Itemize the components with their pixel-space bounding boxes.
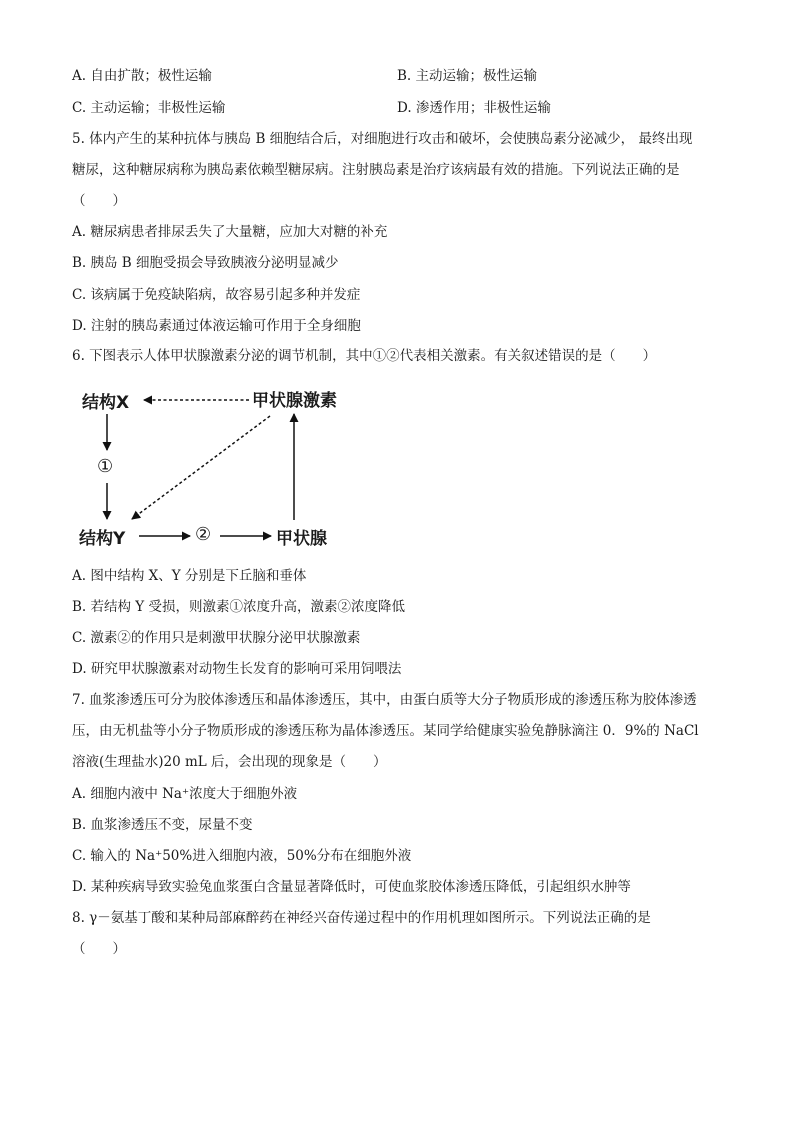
q4-option-c: C. 主动运输；非极性运输: [72, 100, 226, 116]
q5-option-c: C. 该病属于免疫缺陷病，故容易引起多种并发症: [72, 287, 361, 303]
q6-option-c: C. 激素②的作用只是刺激甲状腺分泌甲状腺激素: [72, 630, 361, 646]
q8-stem: 8. γ－氨基丁酸和某种局部麻醉药在神经兴奋传递过程中的作用机理如图所示。下列说法正确的是: [72, 910, 651, 926]
q5-option-a: A. 糖尿病患者排尿丢失了大量糖，应加大对糖的补充: [72, 224, 388, 240]
q7-option-a: A. 细胞内液中 Na⁺浓度大于细胞外液: [72, 786, 298, 802]
hormone-2-label: ②: [195, 524, 212, 545]
structure-x-label: 结构X: [82, 393, 130, 413]
q5-stem-line1: 5. 体内产生的某种抗体与胰岛 B 细胞结合后，对细胞进行攻击和破坏，会使胰岛素分泌减少， 最终出现: [72, 131, 693, 147]
q7-stem-line3: 溶液(生理盐水)20 mL 后，会出现的现象是（ ）: [72, 754, 387, 770]
q6-stem: 6. 下图表示人体甲状腺激素分泌的调节机制，其中①②代表相关激素。有关叙述错误的是（ ）: [72, 348, 657, 364]
q5-option-b: B. 胰岛 B 细胞受损会导致胰液分泌明显减少: [72, 255, 339, 271]
q4-option-b: B. 主动运输；极性运输: [397, 68, 538, 84]
q4-option-d: D. 渗透作用；非极性运输: [397, 100, 551, 116]
q7-stem-line2: 压，由无机盐等小分子物质形成的渗透压称为晶体渗透压。某同学给健康实验兔静脉滴注 0．9%的 NaCl: [72, 723, 699, 739]
q7-option-c: C. 输入的 Na⁺50%进入细胞内液，50%分布在细胞外液: [72, 848, 412, 864]
feedback-arrow-to-y: [132, 416, 270, 519]
q7-stem-line1: 7. 血浆渗透压可分为胶体渗透压和晶体渗透压，其中，由蛋白质等大分子物质形成的渗透压称为胶体渗透: [72, 692, 697, 708]
structure-y-label: 结构Y: [79, 529, 126, 549]
q5-answer-paren: （ ）: [72, 193, 126, 209]
q8-answer-paren: （ ）: [72, 941, 126, 957]
q7-option-d: D. 某种疾病导致实验兔血浆蛋白含量显著降低时，可使血浆胶体渗透压降低，引起组织水肿等: [72, 879, 631, 895]
thyroid-label: 甲状腺: [276, 529, 327, 549]
q6-option-a: A. 图中结构 X、Y 分别是下丘脑和垂体: [72, 568, 307, 584]
hormone-1-label: ①: [97, 456, 114, 477]
q4-option-a: A. 自由扩散；极性运输: [72, 68, 212, 84]
thyroid-hormone-label: 甲状腺激素: [252, 391, 337, 411]
q5-stem-line2: 糖尿，这种糖尿病称为胰岛素依赖型糖尿病。注射胰岛素是治疗该病最有效的措施。下列说法正确的是: [72, 162, 680, 178]
q7-option-b: B. 血浆渗透压不变，尿量不变: [72, 817, 253, 833]
q6-option-b: B. 若结构 Y 受损，则激素①浓度升高，激素②浓度降低: [72, 599, 405, 615]
q5-option-d: D. 注射的胰岛素通过体液运输可作用于全身细胞: [72, 318, 361, 334]
thyroid-regulation-diagram: [74, 378, 374, 553]
q6-option-d: D. 研究甲状腺激素对动物生长发育的影响可采用饲喂法: [72, 661, 402, 677]
